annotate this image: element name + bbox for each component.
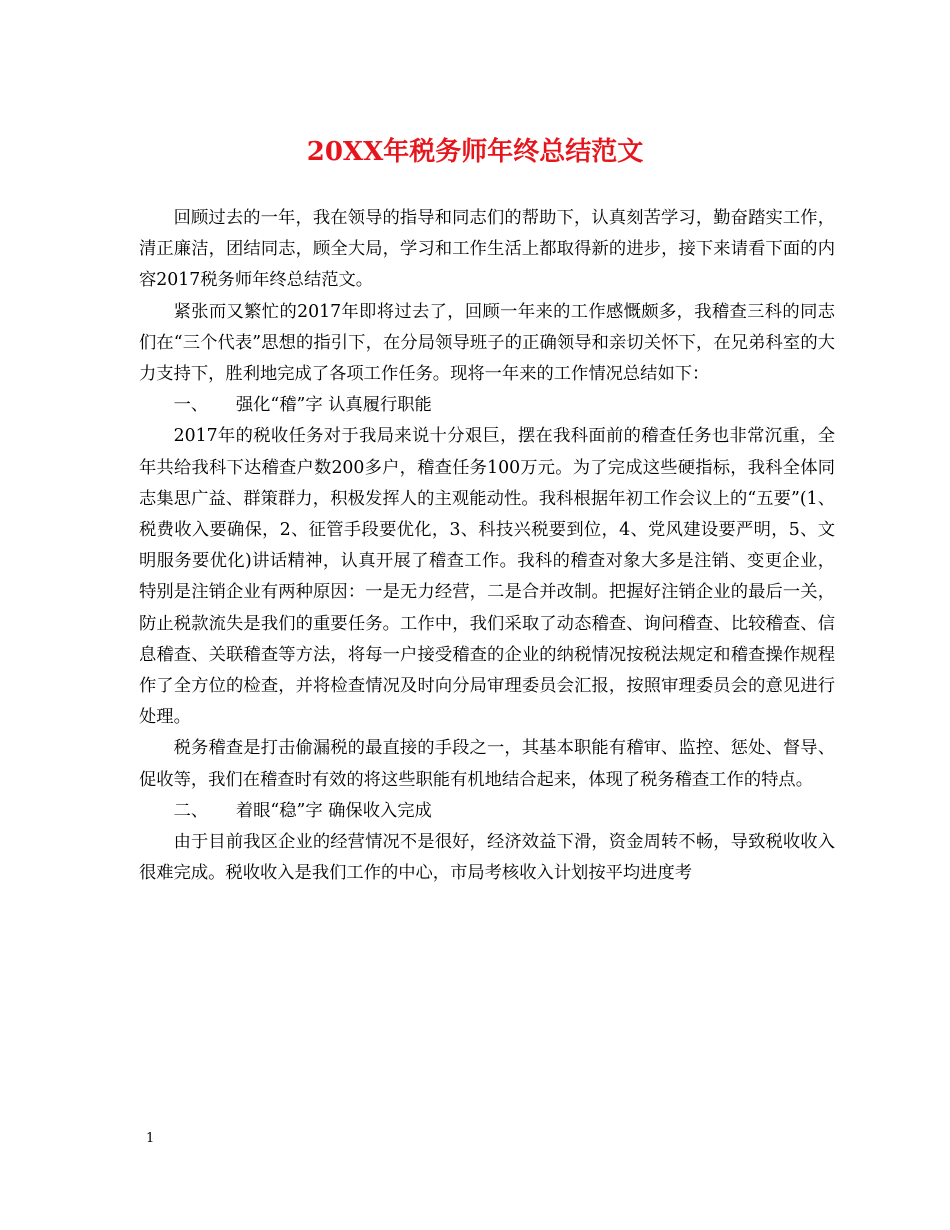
section-number-2: 二、 [173,800,209,821]
section-heading-2 [139,796,835,827]
section-title-2: 着眼“稳”字 确保收入完成 [235,800,432,821]
page-number: 1 [146,1131,155,1146]
intro-paragraph: 回顾过去的一年，我在领导的指导和同志们的帮助下，认真刻苦学习，勤奋踏实工作，清正廉洁，团结同志，顾全大局，学习和工作生活上都取得新的进步，接下来请看下面的内容2017税务师年终总结范文。 [139,208,835,291]
revenue-paragraph: 由于目前我区企业的经营情况不是很好，经济效益下滑，资金周转不畅，导致税收收入很难完成。税收收入是我们工作的中心，市局考核收入计划按平均进度考 [139,832,835,884]
overview-paragraph: 紧张而又繁忙的2017年即将过去了，回顾一年来的工作感慨颇多，我稽查三科的同志们在“三个代表”思想的指引下，在分局领导班子的正确领导和亲切关怀下，在兄弟科室的大力支持下，胜利地完成了各项工作任务。现将一年来的工作情况总结如下： [139,301,835,385]
inspection-paragraph: 2017年的税收任务对于我局来说十分艰巨，摆在我科面前的稽查任务也非常沉重，全年共给我科下达稽查户数200多户，稽查任务100万元。为了完成这些硬指标，我科全体同志集思广益、群策群力，积极发挥人的主观能动性。我科根据年初工作会议上的“五要”(1、税费收入要确保，2、征管手段要优化，3、科技兴税要到位，4、党风建设要严明，5、文明服务要优化)讲话精神，认真开展了稽查工作。我科的稽查对象大多是注销、变更企业，特别是注销企业有两种原因：一是无力经营，二是合并改制。把握好注销企业的最后一关，防止税款流失是我们的重要任务。工作中，我们采取了动态稽查、询问稽查、比较稽查、信息稽查、关联稽查等方法，将每一户接受稽查的企业的纳税情况按税法规定和稽查操作规程作了全方位的检查，并将检查情况及时向分局审理委员会汇报，按照审理委员会的意见进行处理。 [139,426,835,728]
document-body [139,203,835,889]
section-heading-1 [139,390,835,421]
section-number-1: 一、 [173,395,209,416]
functions-paragraph: 税务稽查是打击偷漏税的最直接的手段之一，其基本职能有稽审、监控、惩处、督导、促收等，我们在稽查时有效的将这些职能有机地结合起来，体现了税务稽查工作的特点。 [139,738,835,790]
document-title: 20XX年税务师年终总结范文 [306,137,644,167]
section-title-1: 强化“稽”字 认真履行职能 [235,395,432,416]
